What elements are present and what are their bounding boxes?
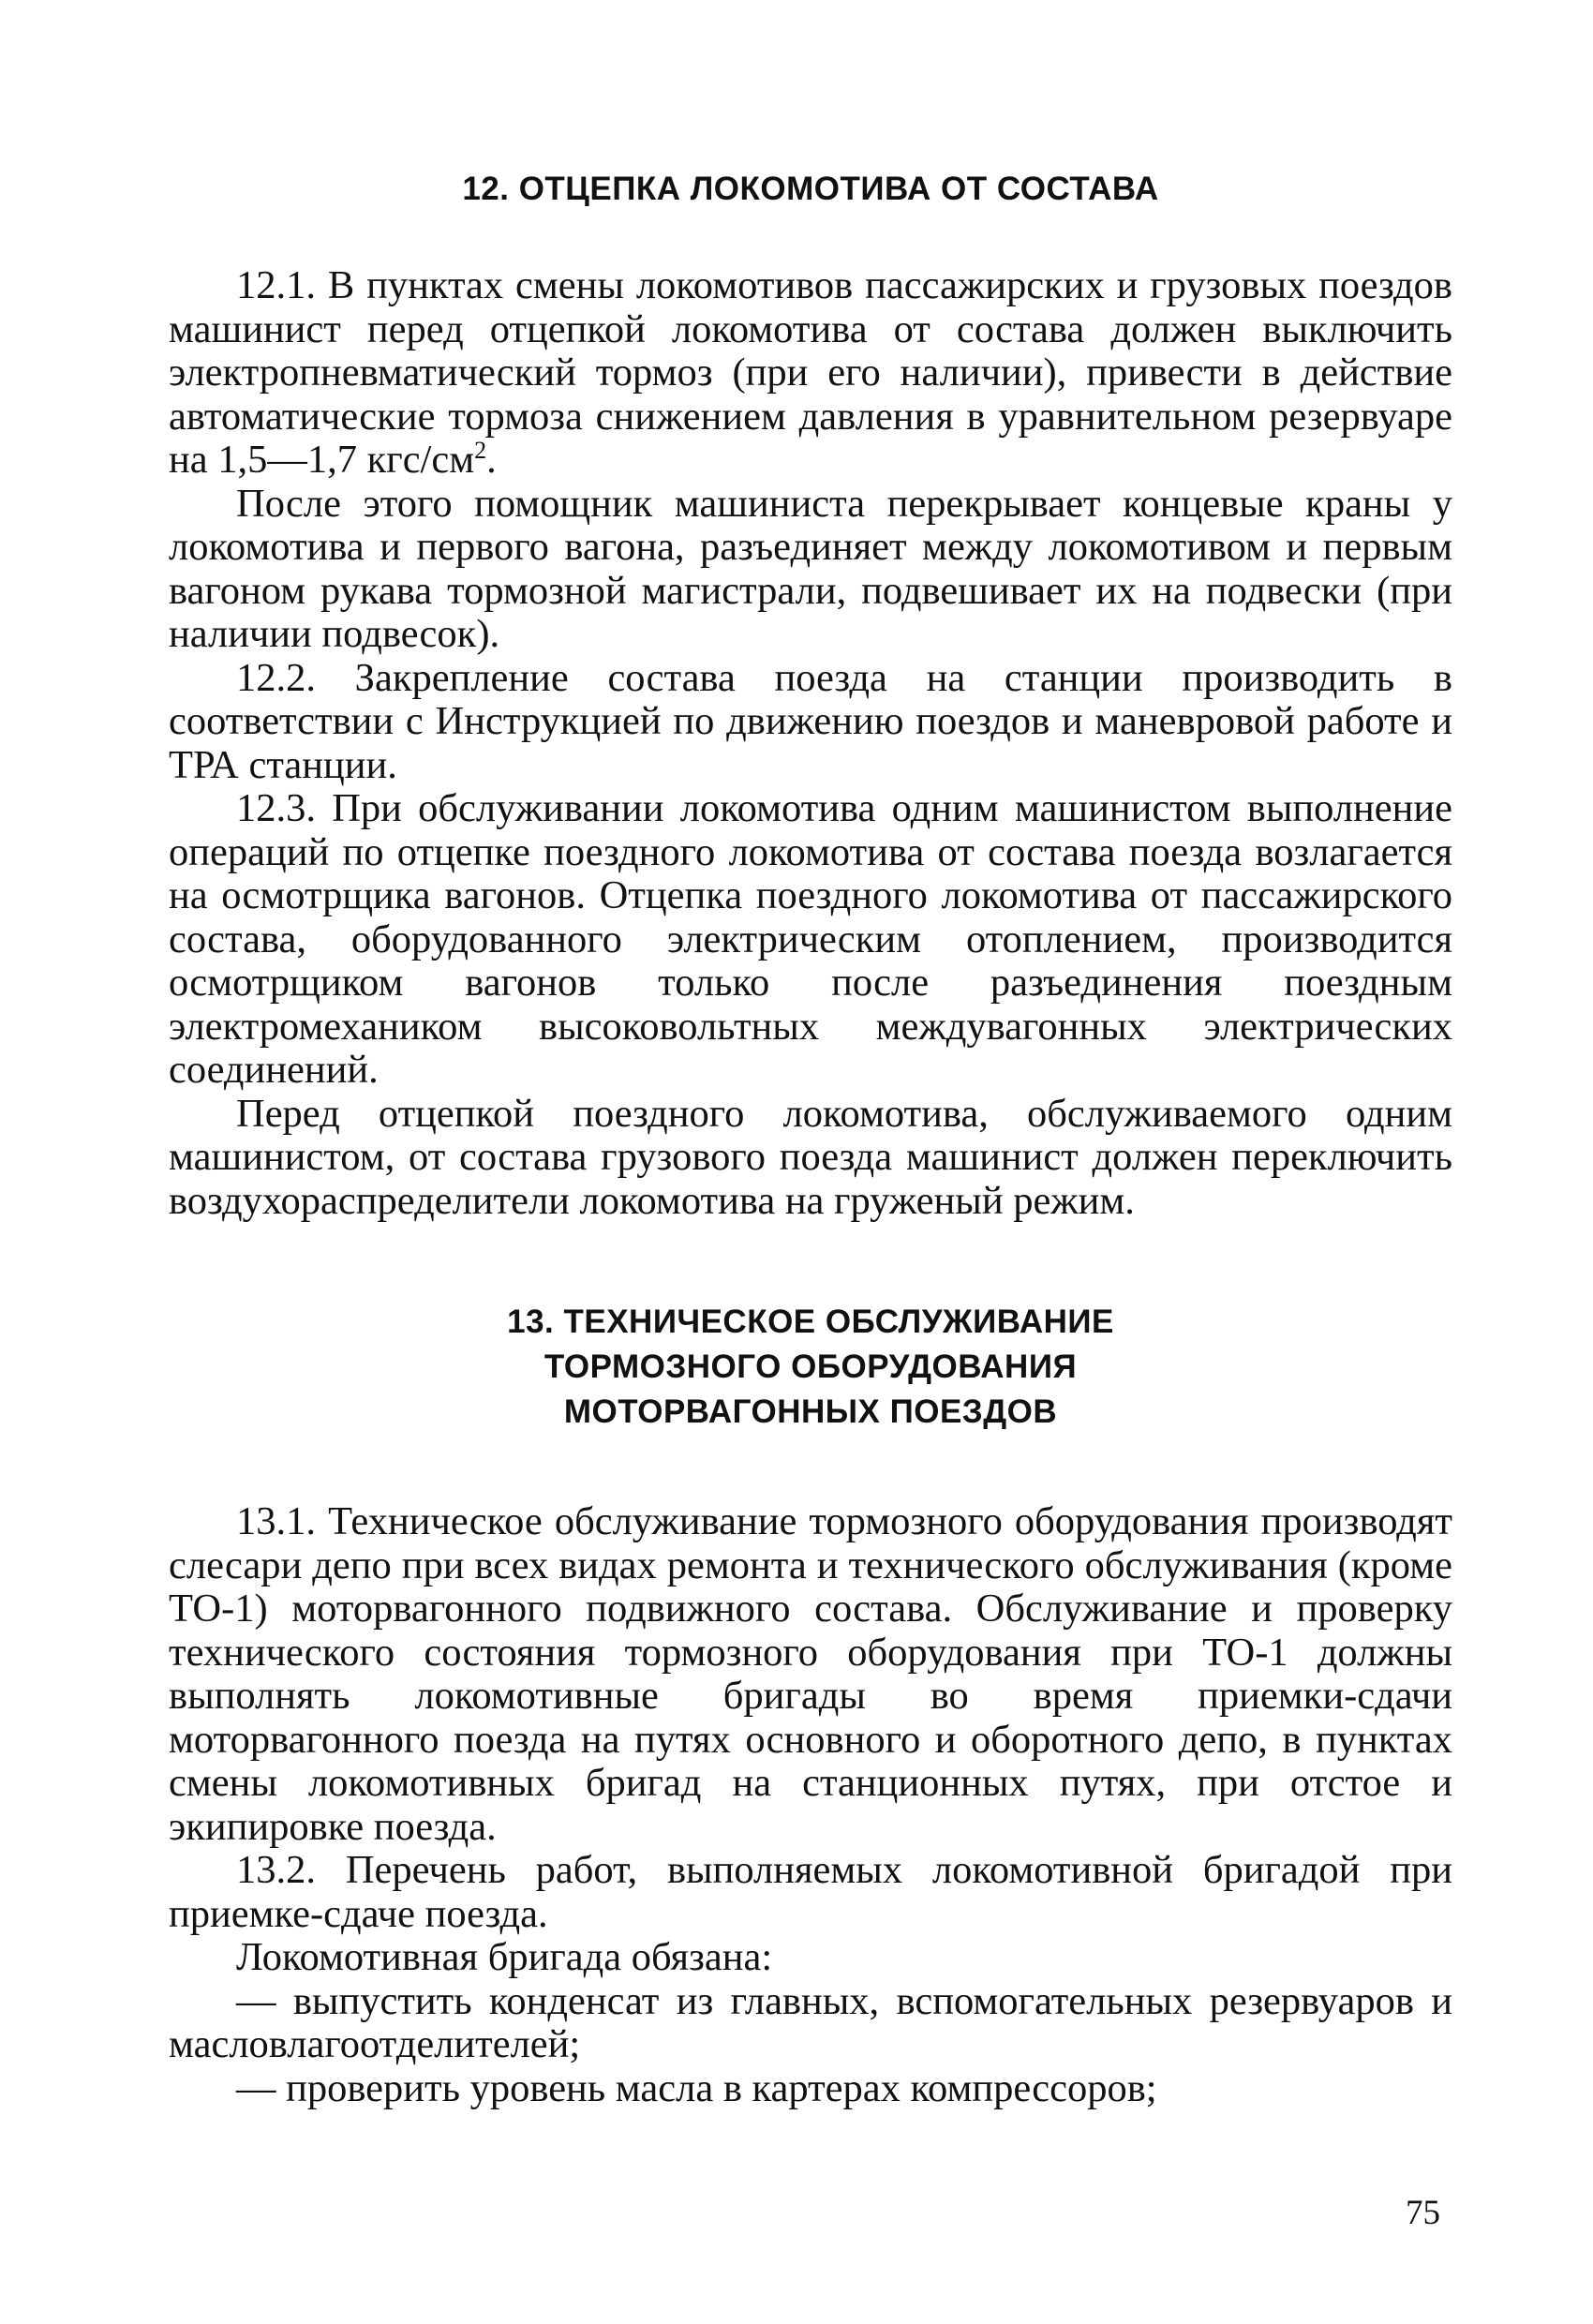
section-13-heading-line-3: МОТОРВАГОННЫХ ПОЕЗДОВ [563,1393,1058,1430]
paragraph-13-2: 13.2. Перечень работ, выполняемых локомотивной бригадой при приемке-сдаче поезда. [169,1848,1452,1936]
section-13-heading-line-1: 13. ТЕХНИЧЕСКОЕ ОБСЛУЖИВАНИЕ [507,1304,1114,1340]
paragraph-12-3-cont: Перед отцепкой поездного локомотива, обслуживаемого одним машинистом, от состава грузового поезда машинист должен переключить воздухораспределители локомотива на груженый режим. [169,1091,1452,1223]
paragraph-12-1-cont: После этого помощник машиниста перекрывает концевые краны у локомотива и первого вагона, разъединяет между локомотивом и первым вагоном рукава тормозной магистрали, подвешивает их на подвески (при наличии подвесок). [169,481,1452,656]
paragraph-12-1-end: . [486,438,497,482]
paragraph-13-1: 13.1. Техническое обслуживание тормозного оборудования производят слесари депо при всех видах ремонта и технического обслуживания (кроме ТО-1) моторвагонного подвижного состава. Обслуживание и проверку технического состояния тормозного оборудования при ТО-1 должны выполнять локомотивные бригады во время приемки-сдачи моторвагонного поезда на путях основного и оборотного депо, в пунктах смены локомотивных бригад на станционных путях, при отстое и экипировке поезда. [169,1499,1452,1849]
paragraph-13-2-intro: Локомотивная бригада обязана: [236,1935,773,1979]
superscript-2: 2 [474,436,487,464]
document-page [169,141,1452,2110]
paragraph-12-1 [169,264,1452,483]
section-13-heading-line-2: ТОРМОЗНОГО ОБОРУДОВАНИЯ [543,1348,1078,1385]
paragraph-12-2: 12.2. Закрепление состава поезда на станции производить в соответствии с Инструкцией по движению поездов и маневровой работе и ТРА станции. [169,655,1452,787]
list-item-condensate: — выпустить конденсат из главных, вспомогательных резервуаров и масловлагоотделителей; [169,1978,1452,2066]
page-number: 75 [1406,2194,1440,2232]
section-13-heading [169,1300,1452,1435]
section-12-heading: 12. ОТЦЕПКА ЛОКОМОТИВА ОТ СОСТАВА [462,171,1159,207]
paragraph-12-1-text: 12.1. В пунктах смены локомотивов пассажирских и грузовых поездов машинист перед отцепкой локомотива от состава должен выключить электропневматический тормоз (при его наличии), привести в действие автоматические тормоза снижением давления в уравнительном резервуаре на 1,5—1,7 кгс/см [169,263,1452,482]
paragraph-12-3: 12.3. При обслуживании локомотива одним машинистом выполнение операций по отцепке поездного локомотива от состава поезда возлагается на осмотрщика вагонов. Отцепка поездного локомотива от пассажирского состава, оборудованного электрическим отоплением, производится осмотрщиком вагонов только после разъединения поездным электромехаником высоковольтных междувагонных электрических соединений. [169,786,1452,1092]
list-item-oil-level: — проверить уровень масла в картерах компрессоров; [236,2065,1157,2110]
